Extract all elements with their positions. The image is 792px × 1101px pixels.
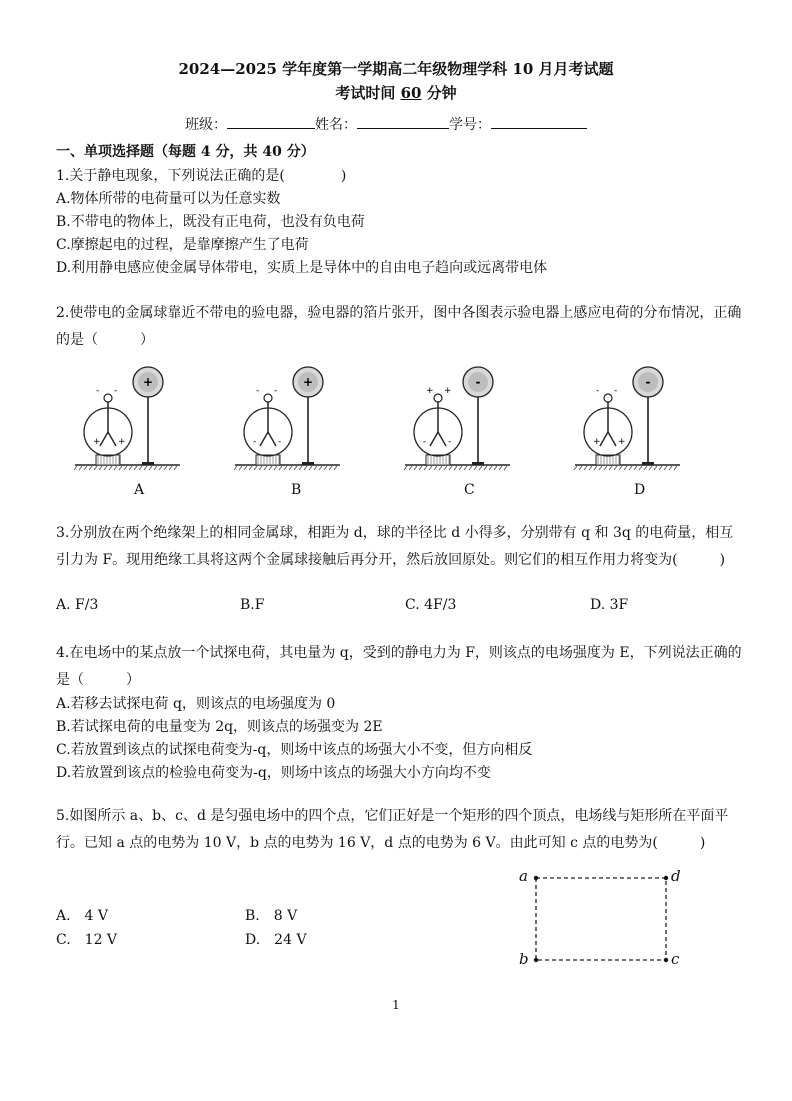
ground-hatch: [164, 466, 167, 470]
ground-hatch: [109, 466, 112, 470]
electroscope-knob: [434, 394, 442, 402]
ground-hatch: [329, 466, 332, 470]
ground-hatch: [309, 466, 312, 470]
ground-hatch: [249, 466, 252, 470]
foil-charge-sign: +: [118, 437, 126, 447]
q3-stem: 3.分别放在两个绝缘架上的相同金属球，相距为 d，球的半径比 d 小得多，分别带有 q 和 3q 的电荷量，相互引力为 F。现用绝缘工具将这两个金属球接触后再分开，然后放回原处。则它们的相互作用力将变为( ): [56, 525, 734, 568]
q2-figure-label-a: A: [134, 482, 145, 498]
q2-figures: [60, 360, 740, 475]
id-field[interactable]: [491, 114, 587, 129]
electroscope-figure-c: [404, 367, 510, 470]
ground-hatch: [174, 466, 177, 470]
ground-hatch: [124, 466, 127, 470]
q2-figure-label-b: B: [291, 482, 302, 498]
ground-hatch: [464, 466, 467, 470]
ground-hatch: [489, 466, 492, 470]
ground-hatch: [629, 466, 632, 470]
ground-hatch: [484, 466, 487, 470]
foil-charge-sign: +: [593, 437, 601, 447]
exam-time-prefix: 考试时间: [335, 84, 396, 102]
ground-hatch: [469, 466, 472, 470]
ground-hatch: [504, 466, 507, 470]
ball-stand-foot: [142, 462, 154, 465]
electroscope-knob: [264, 394, 272, 402]
student-info-row: [185, 114, 587, 134]
q3-option-b: B.F: [240, 597, 265, 613]
q5-stem: 5.如图所示 a、b、c、d 是匀强电场中的四个点，它们正好是一个矩形的四个顶点，电场线与矩形所在平面平行。已知 a 点的电势为 10 V，b 点的电势为 16 V，d 点的电势为 6 V。由此可知 c 点的电势为( ): [56, 808, 729, 851]
ground-hatch: [609, 466, 612, 470]
ground-hatch: [459, 466, 462, 470]
ground-hatch: [429, 466, 432, 470]
top-charge-sign: +: [444, 386, 452, 396]
ground-hatch: [104, 466, 107, 470]
electroscope-foil-left: [100, 432, 108, 446]
ground-hatch: [119, 466, 122, 470]
ground-hatch: [294, 466, 297, 470]
point-a-dot: [534, 876, 538, 880]
ground-hatch: [474, 466, 477, 470]
electroscope-foil-right: [438, 432, 446, 446]
q5-option-b: B. 8 V: [245, 908, 298, 924]
ground-hatch: [669, 466, 672, 470]
q5-rectangle-figure: [530, 872, 676, 968]
ground-hatch: [604, 466, 607, 470]
point-a-label: a: [519, 867, 528, 885]
point-c-label: c: [671, 950, 680, 968]
ground-hatch: [644, 466, 647, 470]
top-charge-sign: -: [114, 386, 118, 396]
ground-hatch: [579, 466, 582, 470]
ground-hatch: [444, 466, 447, 470]
ground-hatch: [499, 466, 502, 470]
foil-charge-sign: +: [93, 437, 101, 447]
ground-hatch: [254, 466, 257, 470]
electroscope-knob: [104, 394, 112, 402]
ground-hatch: [314, 466, 317, 470]
ground-hatch: [454, 466, 457, 470]
ground-hatch: [99, 466, 102, 470]
q4-option-d: D.若放置到该点的检验电荷变为-q，则场中该点的场强大小方向均不变: [56, 765, 491, 781]
electroscope-knob: [604, 394, 612, 402]
ground-hatch: [639, 466, 642, 470]
ground-hatch: [269, 466, 272, 470]
ground-hatch: [319, 466, 322, 470]
section-heading: 一、单项选择题（每题 4 分，共 40 分）: [56, 144, 315, 160]
ground-hatch: [594, 466, 597, 470]
ground-hatch: [414, 466, 417, 470]
ground-hatch: [324, 466, 327, 470]
foil-charge-sign: -: [278, 437, 282, 447]
ground-hatch: [159, 466, 162, 470]
ground-hatch: [334, 466, 337, 470]
electroscope-foil-left: [260, 432, 268, 446]
ground-hatch: [259, 466, 262, 470]
ground-hatch: [274, 466, 277, 470]
ground-hatch: [674, 466, 677, 470]
ground-hatch: [424, 466, 427, 470]
exam-time-value: 60: [400, 84, 422, 102]
ground-hatch: [584, 466, 587, 470]
point-c-dot: [664, 958, 668, 962]
electroscope-foil-right: [268, 432, 276, 446]
ground-hatch: [619, 466, 622, 470]
electroscope-figure-b: [234, 367, 340, 470]
ground-hatch: [304, 466, 307, 470]
ground-hatch: [154, 466, 157, 470]
electroscope-foil-left: [600, 432, 608, 446]
ground-hatch: [599, 466, 602, 470]
name-field[interactable]: [357, 114, 449, 129]
electroscope-foil-left: [430, 432, 438, 446]
q2-figure-label-d: D: [634, 482, 646, 498]
ground-hatch: [244, 466, 247, 470]
ground-hatch: [89, 466, 92, 470]
class-field[interactable]: [227, 114, 315, 129]
top-charge-sign: +: [426, 386, 434, 396]
point-d-label: d: [671, 867, 681, 885]
ball-charge-sign: +: [302, 375, 314, 389]
q1-option-c: C.摩擦起电的过程，是靠摩擦产生了电荷: [56, 237, 309, 253]
ground-hatch: [649, 466, 652, 470]
ground-hatch: [279, 466, 282, 470]
page-number: 1: [392, 998, 400, 1012]
ball-stand-foot: [302, 462, 314, 465]
top-charge-sign: -: [256, 386, 260, 396]
q5-option-c: C. 12 V: [56, 932, 118, 948]
ground-hatch: [659, 466, 662, 470]
ground-hatch: [139, 466, 142, 470]
electroscope-figure-a: [74, 367, 180, 470]
ground-hatch: [419, 466, 422, 470]
q4-stem: 4.在电场中的某点放一个试探电荷，其电量为 q，受到的静电力为 F，则该点的电场强度为 E，下列说法正确的是（ ）: [56, 645, 742, 688]
ground-hatch: [79, 466, 82, 470]
q1-stem: 1.关于静电现象，下列说法正确的是( ): [56, 168, 347, 184]
foil-charge-sign: -: [448, 437, 452, 447]
top-charge-sign: -: [614, 386, 618, 396]
ball-stand-foot: [472, 462, 484, 465]
q1-option-a: A.物体所带的电荷量可以为任意实数: [56, 191, 281, 207]
ground-hatch: [74, 466, 77, 470]
q2-figure-label-c: C: [464, 482, 475, 498]
ground-hatch: [634, 466, 637, 470]
ground-hatch: [84, 466, 87, 470]
q5-option-a: A. 4 V: [56, 908, 109, 924]
ground-hatch: [129, 466, 132, 470]
ground-hatch: [114, 466, 117, 470]
ball-charge-sign: +: [142, 375, 154, 389]
ball-charge-sign: -: [645, 375, 651, 389]
q4-option-b: B.若试探电荷的电量变为 2q，则该点的场强变为 2E: [56, 719, 383, 735]
q3-option-c: C. 4F/3: [405, 597, 457, 613]
ground-hatch: [449, 466, 452, 470]
top-charge-sign: -: [274, 386, 278, 396]
q4-option-a: A.若移去试探电荷 q，则该点的电场强度为 0: [56, 696, 336, 712]
ground-hatch: [589, 466, 592, 470]
top-charge-sign: -: [96, 386, 100, 396]
q3-option-d: D. 3F: [590, 597, 629, 613]
ball-stand-foot: [642, 462, 654, 465]
q1-option-b: B.不带电的物体上，既没有正电荷，也没有负电荷: [56, 214, 365, 230]
id-label: 学号：: [449, 117, 491, 133]
ground-hatch: [664, 466, 667, 470]
ground-hatch: [149, 466, 152, 470]
ground-hatch: [624, 466, 627, 470]
top-charge-sign: -: [596, 386, 600, 396]
ground-hatch: [654, 466, 657, 470]
rectangle-abcd: [536, 878, 666, 960]
ground-hatch: [284, 466, 287, 470]
ground-hatch: [234, 466, 237, 470]
foil-charge-sign: -: [423, 437, 427, 447]
ground-hatch: [144, 466, 147, 470]
point-b-label: b: [519, 950, 529, 968]
ground-hatch: [289, 466, 292, 470]
q4-option-c: C.若放置到该点的试探电荷变为-q，则场中该点的场强大小不变，但方向相反: [56, 742, 533, 758]
electroscope-foil-right: [608, 432, 616, 446]
q5-option-d: D. 24 V: [245, 932, 307, 948]
class-label: 班级：: [185, 117, 227, 133]
exam-time-suffix: 分钟: [426, 84, 457, 102]
exam-title: 2024—2025 学年度第一学期高二年级物理学科 10 月月考试题: [178, 60, 614, 78]
exam-time: [0, 82, 792, 103]
ground-hatch: [134, 466, 137, 470]
ground-hatch: [409, 466, 412, 470]
ground-hatch: [94, 466, 97, 470]
ground-hatch: [404, 466, 407, 470]
ground-hatch: [494, 466, 497, 470]
q1-option-d: D.利用静电感应使金属导体带电，实质上是导体中的自由电子趋向或远离带电体: [56, 260, 548, 276]
ground-hatch: [299, 466, 302, 470]
ground-hatch: [434, 466, 437, 470]
point-d-dot: [664, 876, 668, 880]
ground-hatch: [264, 466, 267, 470]
ground-hatch: [479, 466, 482, 470]
q3-option-a: A. F/3: [56, 597, 99, 613]
ground-hatch: [239, 466, 242, 470]
electroscope-figure-d: [574, 367, 680, 470]
ground-hatch: [574, 466, 577, 470]
foil-charge-sign: -: [253, 437, 257, 447]
ground-hatch: [439, 466, 442, 470]
ground-hatch: [614, 466, 617, 470]
foil-charge-sign: +: [618, 437, 626, 447]
electroscope-foil-right: [108, 432, 116, 446]
name-label: 姓名：: [315, 117, 357, 133]
point-b-dot: [534, 958, 538, 962]
ground-hatch: [169, 466, 172, 470]
q2-stem: 2.使带电的金属球靠近不带电的验电器，验电器的箔片张开，图中各图表示验电器上感应电荷的分布情况，正确的是（ ）: [56, 305, 742, 348]
ball-charge-sign: -: [475, 375, 481, 389]
